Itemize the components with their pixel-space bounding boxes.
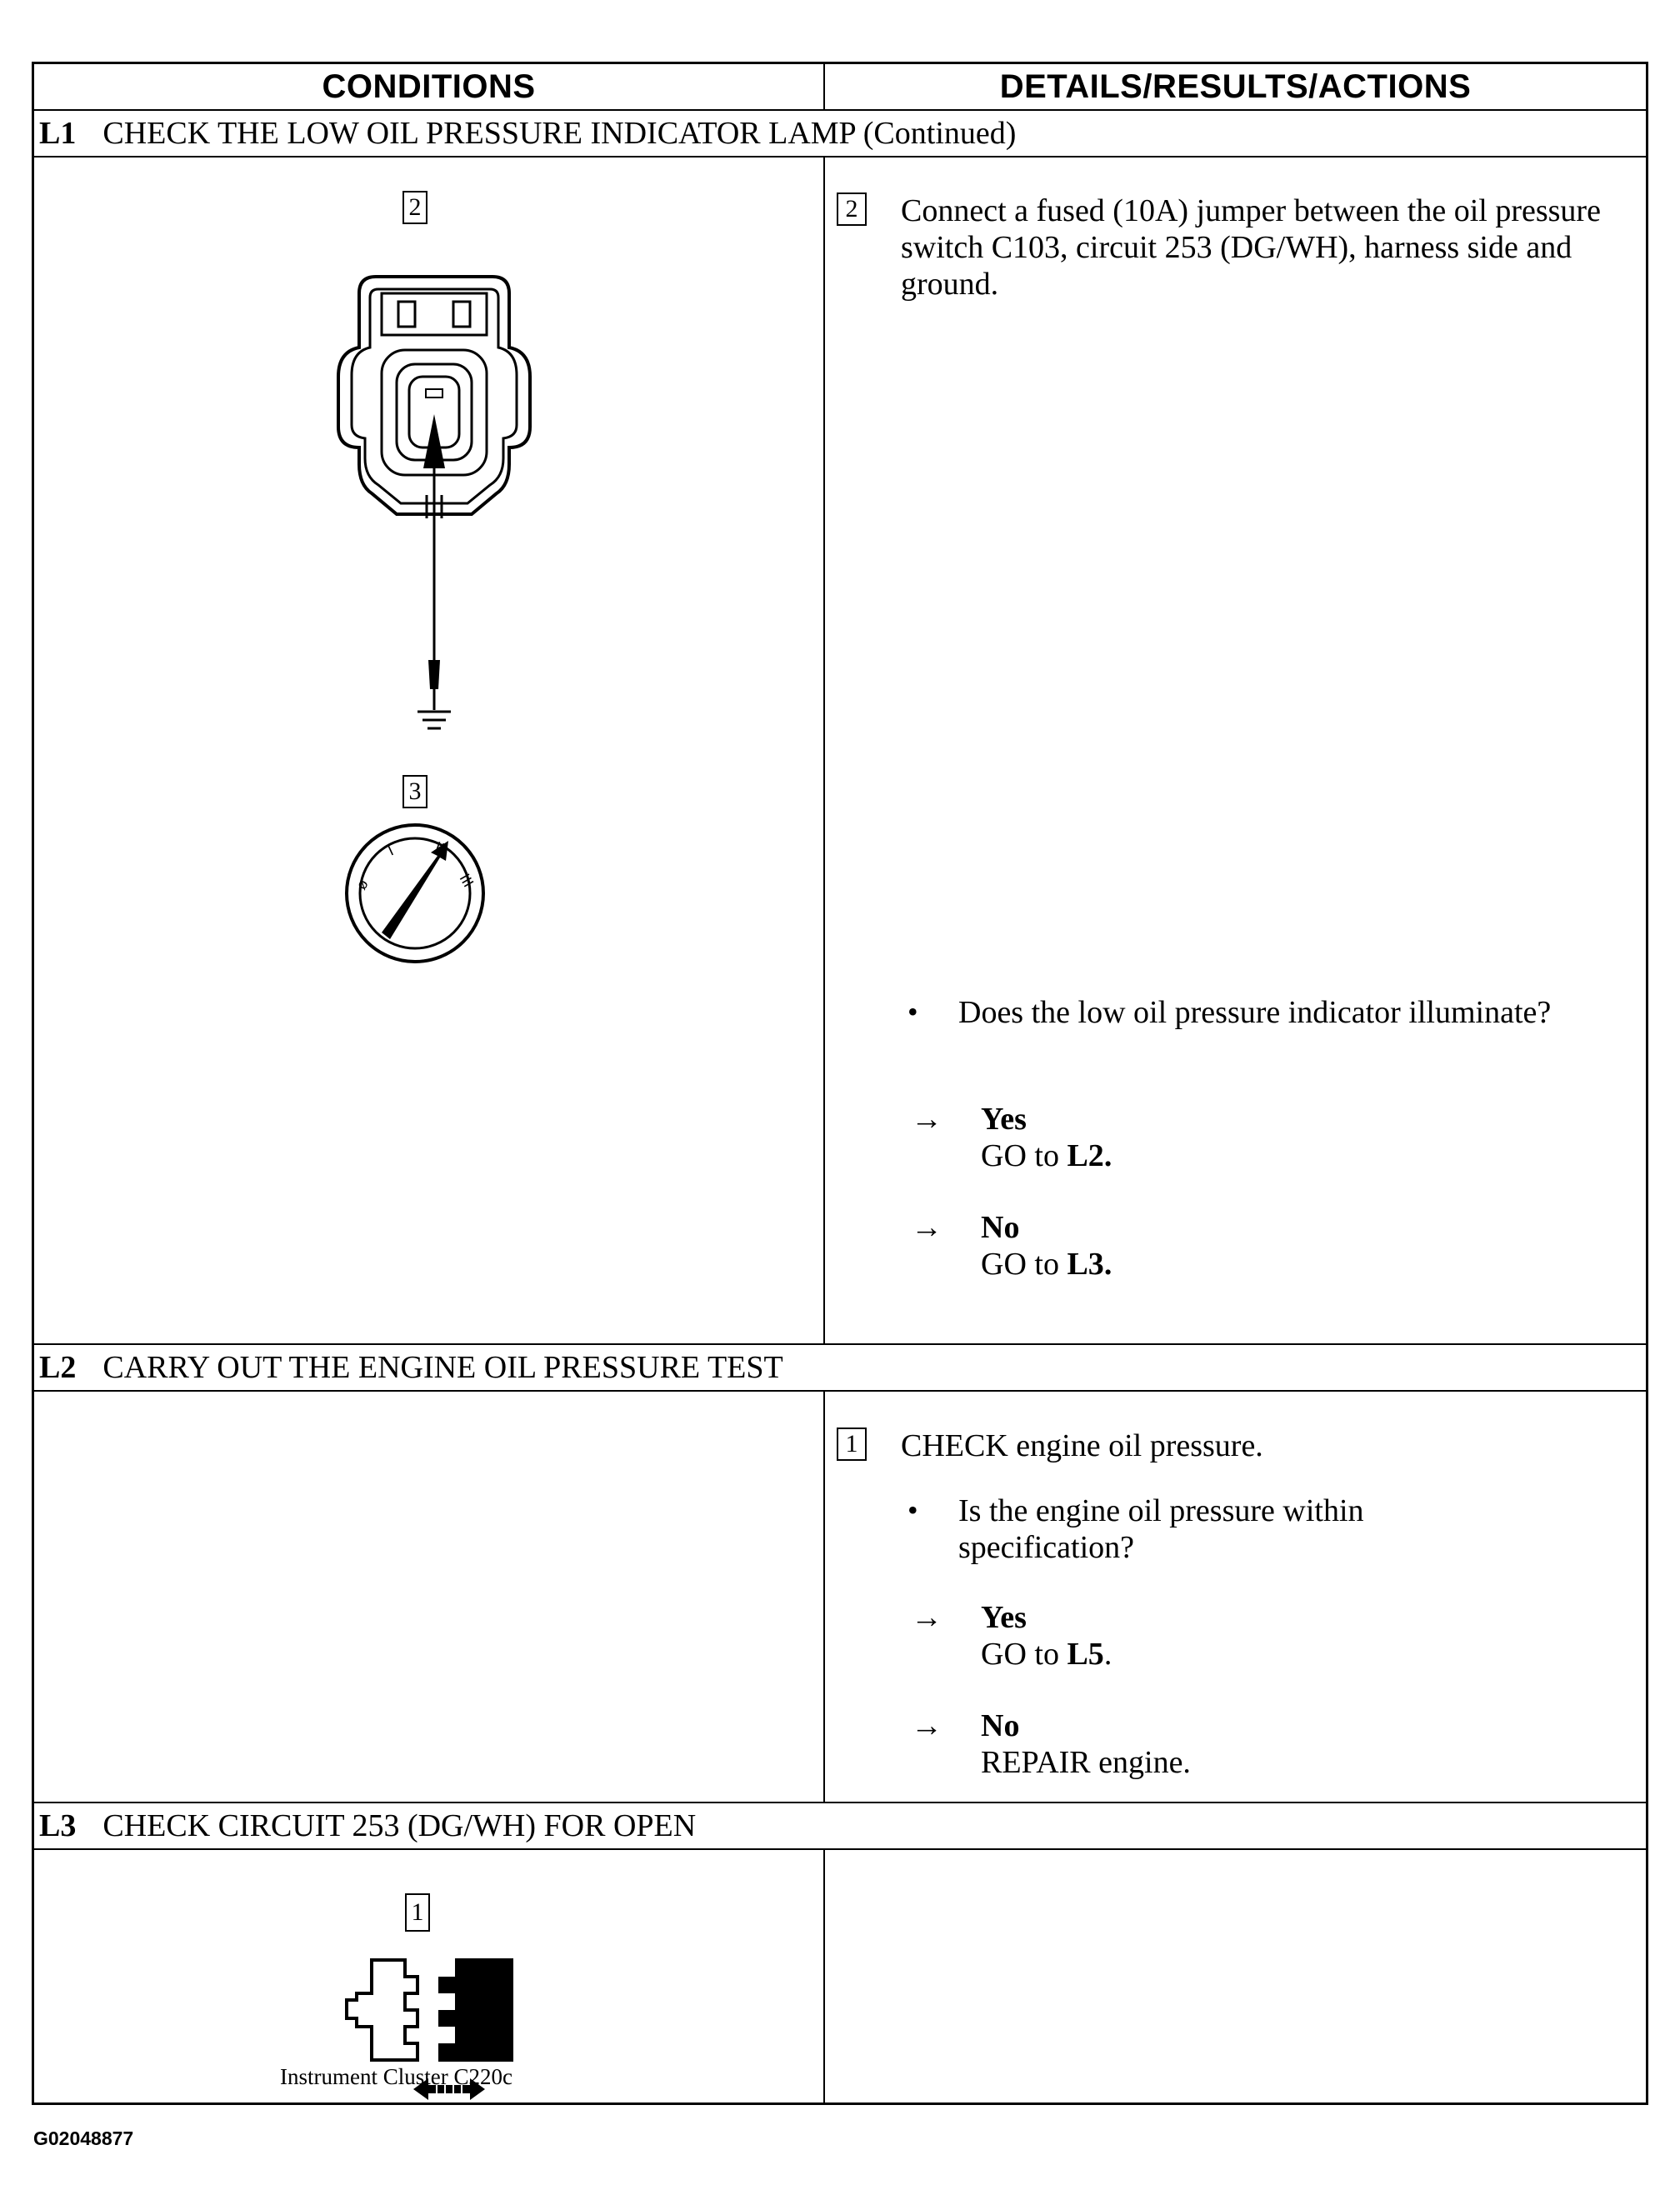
arrow-icon: → [911, 1708, 942, 1743]
ignition-switch-run-icon [344, 822, 486, 964]
figure-number-box: 3 [402, 775, 428, 808]
step-id: L3 [39, 1808, 77, 1843]
question-text: Is the engine oil pressure within specification? [958, 1493, 1364, 1565]
harness-connector-jumper-ground-icon [330, 268, 538, 743]
figure-number-box: 1 [405, 1893, 430, 1932]
answer-label: Yes [981, 1600, 1027, 1635]
instruction-text: CHECK engine oil pressure. [901, 1428, 1263, 1463]
figure-caption: Instrument Cluster C220c [280, 2064, 512, 2089]
answer-action: GO to L5. [981, 1637, 1112, 1672]
answer-action: REPAIR engine. [981, 1745, 1191, 1780]
key-position-start: III [456, 871, 478, 891]
answer-yes [981, 1101, 1112, 1174]
question-text: Does the low oil pressure indicator illuminate? [958, 995, 1552, 1030]
answer-yes [981, 1599, 1112, 1672]
key-position-run: II [432, 838, 447, 858]
arrow-icon: → [911, 1102, 942, 1137]
column-divider-l3 [823, 1850, 825, 2105]
answer-no [981, 1209, 1112, 1282]
answer-action: GO to L2. [981, 1138, 1112, 1173]
bullet-dot: • [908, 1493, 918, 1527]
instruction-text: Connect a fused (10A) jumper between the oil pressure switch C103, circuit 253 (DG/WH), harness side and ground. [901, 193, 1601, 302]
answer-label: Yes [981, 1102, 1027, 1137]
key-position-off: ø [352, 876, 372, 892]
figure-number-box: 2 [402, 191, 428, 224]
procedure-table [32, 62, 1648, 2105]
bullet-dot: • [908, 995, 918, 1028]
answer-label: No [981, 1708, 1020, 1743]
column-divider-l1 [823, 158, 825, 1344]
answer-action: GO to L3. [981, 1247, 1112, 1282]
step-l3-title [39, 1802, 696, 1849]
column-divider-l2 [823, 1392, 825, 1802]
step-title: CHECK THE LOW OIL PRESSURE INDICATOR LAMP (Continued) [102, 116, 1017, 151]
step-title: CARRY OUT THE ENGINE OIL PRESSURE TEST [102, 1350, 783, 1385]
arrow-icon: → [911, 1600, 942, 1635]
details-header: DETAILS/RESULTS/ACTIONS [999, 68, 1472, 105]
step-l1-title [39, 110, 1016, 157]
step-id: L2 [39, 1350, 77, 1385]
answer-label: No [981, 1210, 1020, 1245]
step-title: CHECK CIRCUIT 253 (DG/WH) FOR OPEN [102, 1808, 697, 1843]
step-id: L1 [39, 116, 77, 151]
answer-no [981, 1708, 1191, 1781]
goto-target[interactable]: L3 [1067, 1247, 1104, 1282]
substep-number-box: 1 [837, 1428, 867, 1461]
image-id-label: G02048877 [33, 2128, 134, 2149]
key-position-acc: I [385, 842, 397, 859]
substep-number-box: 2 [837, 192, 867, 226]
conditions-header: CONDITIONS [322, 68, 536, 105]
arrow-icon: → [911, 1210, 942, 1245]
goto-target[interactable]: L5 [1067, 1637, 1104, 1672]
goto-target[interactable]: L2 [1067, 1138, 1104, 1173]
step-l2-title [39, 1344, 783, 1391]
